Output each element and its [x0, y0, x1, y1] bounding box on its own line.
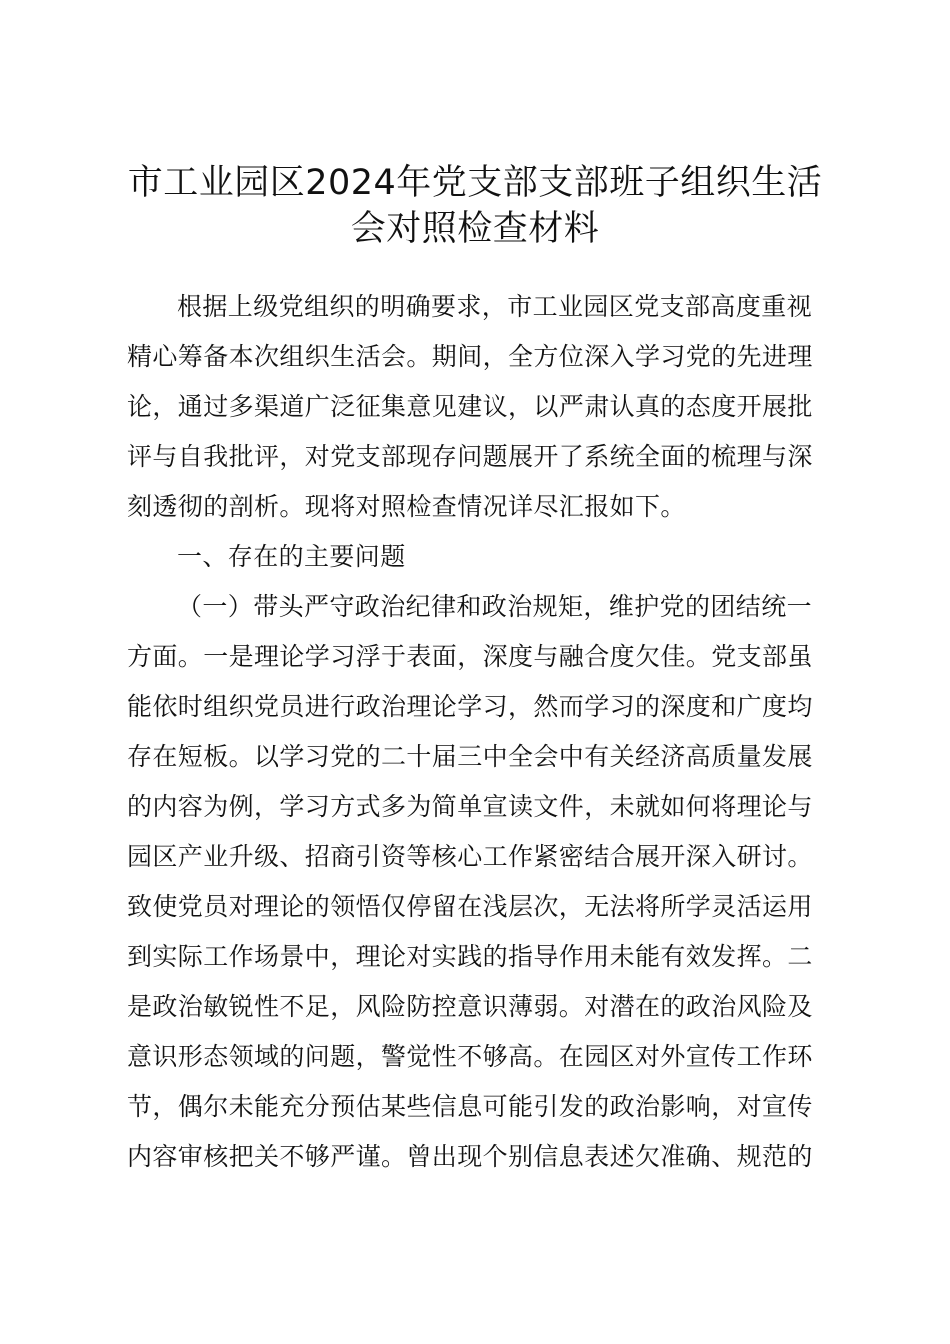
paragraph-2-line-1: （一）带头严守政治纪律和政治规矩，维护党的团结统一 — [177, 592, 813, 621]
document-body — [127, 282, 833, 1182]
paragraph-2-line-4: 存在短板。以学习党的二十届三中全会中有关经济高质量发展 — [127, 742, 813, 771]
paragraph-2-line-11: 节，偶尔未能充分预估某些信息可能引发的政治影响，对宣传 — [127, 1092, 813, 1121]
document-title — [110, 160, 840, 252]
paragraph-2-line-3: 能依时组织党员进行政治理论学习，然而学习的深度和广度均 — [127, 692, 813, 721]
paragraph-1-line-5: 刻透彻的剖析。现将对照检查情况详尽汇报如下。 — [127, 492, 686, 521]
paragraph-2-line-7: 致使党员对理论的领悟仅停留在浅层次，无法将所学灵活运用 — [127, 892, 813, 921]
section-heading: 一、存在的主要问题 — [177, 542, 406, 571]
title-line-2: 会对照检查材料 — [350, 209, 600, 249]
paragraph-1-line-1: 根据上级党组织的明确要求，市工业园区党支部高度重视 — [177, 292, 813, 321]
paragraph-2-line-6: 园区产业升级、招商引资等核心工作紧密结合展开深入研讨。 — [127, 842, 813, 871]
paragraph-2-line-10: 意识形态领域的问题，警觉性不够高。在园区对外宣传工作环 — [127, 1042, 813, 1071]
title-line-1: 市工业园区2024年党支部支部班子组织生活 — [127, 163, 823, 203]
paragraph-1-line-4: 评与自我批评，对党支部现存问题展开了系统全面的梳理与深 — [127, 442, 813, 471]
paragraph-1-line-2: 精心筹备本次组织生活会。期间，全方位深入学习党的先进理 — [127, 342, 813, 371]
paragraph-2-line-8: 到实际工作场景中，理论对实践的指导作用未能有效发挥。二 — [127, 942, 813, 971]
paragraph-2-line-9: 是政治敏锐性不足，风险防控意识薄弱。对潜在的政治风险及 — [127, 992, 813, 1021]
paragraph-2-line-5: 的内容为例，学习方式多为简单宣读文件，未就如何将理论与 — [127, 792, 813, 821]
paragraph-2-line-12: 内容审核把关不够严谨。曾出现个别信息表述欠准确、规范的 — [127, 1142, 813, 1171]
paragraph-1-line-3: 论，通过多渠道广泛征集意见建议，以严肃认真的态度开展批 — [127, 392, 813, 421]
paragraph-2-line-2: 方面。一是理论学习浮于表面，深度与融合度欠佳。党支部虽 — [127, 642, 813, 671]
